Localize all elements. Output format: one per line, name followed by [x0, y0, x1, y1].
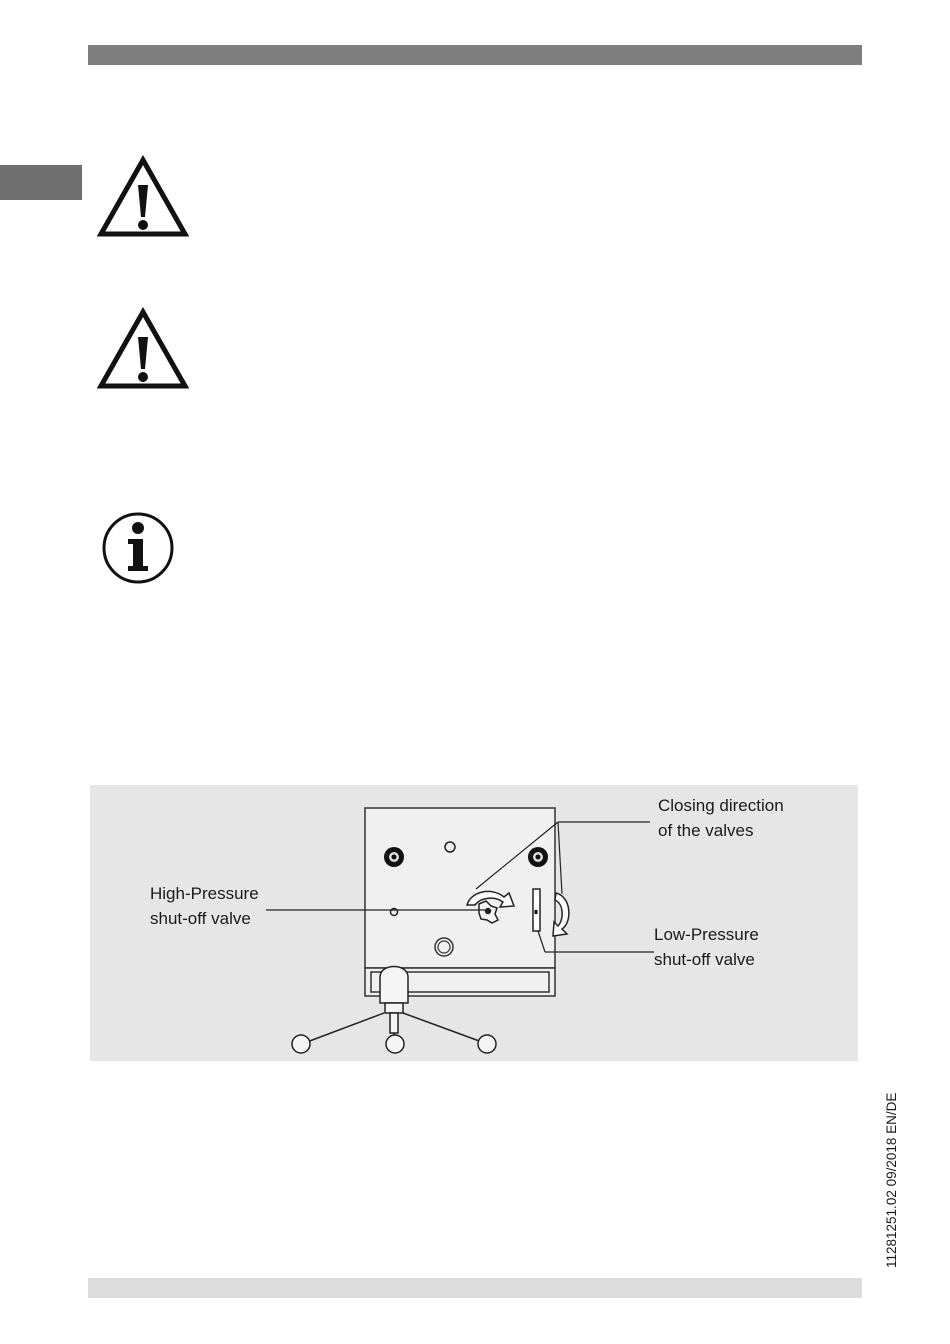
valve-diagram-figure	[90, 785, 858, 1061]
low-pressure-valve	[533, 889, 540, 931]
chapter-tab	[0, 165, 82, 200]
header-bar	[88, 45, 862, 65]
footer-bar	[88, 1278, 862, 1298]
warning-triangle-icon	[97, 155, 189, 239]
warning-triangle-icon	[97, 307, 189, 391]
closing-direction-label: Closing direction of the valves	[658, 796, 784, 840]
document-code: 11281251.02 09/2018 EN/DE	[884, 1092, 899, 1268]
low-pressure-valve-label: Low-Pressure shut-off valve	[654, 925, 759, 969]
high-pressure-valve-label: High-Pressure shut-off valve	[150, 884, 259, 928]
info-icon	[100, 510, 176, 586]
